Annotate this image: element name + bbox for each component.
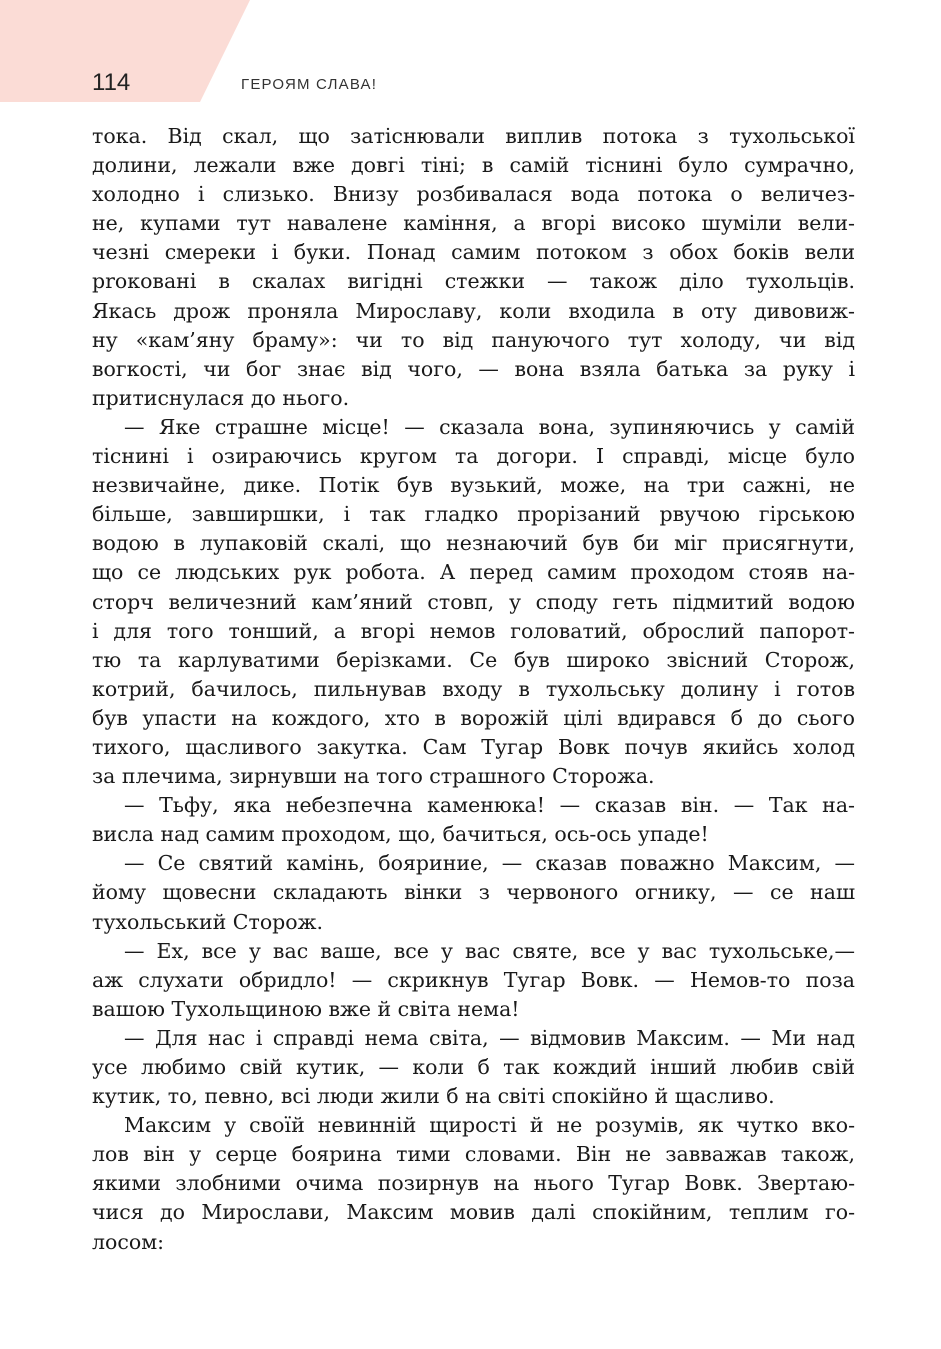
- text-line: більше, завширшки, і так гладко прорізаний рвучою гірською: [92, 502, 855, 527]
- text-line: був упасти на кождого, хто в ворожій цілі вдирався б до сього: [92, 705, 855, 730]
- text-line: і для того тонший, а вгорі немов головатий, оброслий папорот-: [92, 618, 855, 643]
- text-line: не, купами тут навалене каміння, а вгорі високо шуміли вели-: [92, 211, 855, 236]
- text-line: — Тьфу, яка небезпечна каменюка! — сказав він. — Так на-: [124, 793, 855, 818]
- text-line: холодно і слизько. Внизу розбивалася вода потока о величез-: [92, 182, 855, 207]
- text-line: незвичайне, дике. Потік був вузький, може, на три сажні, не: [92, 473, 855, 498]
- text-line: кутик, то, певно, всі люди жили б на світі спокійно й щасливо.: [92, 1084, 775, 1109]
- text-line: тю та карлуватими берізками. Се був широко звісний Сторож,: [92, 647, 855, 672]
- text-line: вашою Тухольщиною вже й світа нема!: [92, 996, 520, 1021]
- text-line: лов він у серце боярина тими словами. Він не завважав також,: [92, 1142, 855, 1167]
- text-line: тока. Від скал, що затіснювали виплив потока з тухольської: [92, 124, 855, 148]
- text-line: долини, лежали вже довгі тіні; в самій тіснині було сумрачно,: [92, 153, 855, 178]
- running-title: ГЕРОЯМ СЛАВА!: [241, 76, 378, 93]
- text-line: йому щовесни складають вінки з червоного огнику, — се наш: [92, 880, 855, 905]
- text-line: якими злобними очима позирнув на нього Тугар Вовк. Звертаю-: [92, 1171, 855, 1196]
- text-line: ну «кам’яну браму»: чи то від пануючого тут холоду, чи від: [92, 327, 855, 352]
- text-line: за плечима, зирнувши на того страшного Сторожа.: [92, 764, 655, 789]
- text-line: котрий, бачилось, пильнував входу в тухольську долину і готов: [92, 676, 855, 701]
- text-line: висла над самим проходом, що, бачиться, ось-ось упаде!: [92, 822, 709, 847]
- text-line: тіснині і озираючись кругом та догори. І справді, місце було: [92, 444, 855, 469]
- text-line: — Яке страшне місце! — сказала вона, зупиняючись у самій: [124, 414, 855, 439]
- text-line: proковані в скалах вигідні стежки — також діло тухольців.: [92, 269, 855, 294]
- text-line: тухольський Сторож.: [92, 909, 323, 934]
- text-line: сторч величезний кам’яний стовп, у споду геть підмитий водою: [92, 589, 855, 614]
- text-line: — Се святий камінь, бояриние, — сказав поважно Максим, —: [124, 851, 855, 876]
- text-line: лосом:: [92, 1229, 165, 1254]
- text-line: усе любимо свій кутик, — коли б так кождий інший любив свій: [92, 1055, 855, 1079]
- text-line: притиснулася до нього.: [92, 385, 350, 410]
- text-line: чезні смереки і буки. Понад самим потоком з обох боків вели: [92, 240, 855, 265]
- text-line: Якась дрож проняла Мирославу, коли входила в оту дивовиж-: [92, 298, 855, 323]
- text-line: — Ех, все у вас ваше, все у вас святе, все у вас тухольське,—: [124, 938, 855, 963]
- text-line: що се людських рук робота. А перед самим проходом стояв на-: [92, 560, 855, 585]
- text-line: чися до Мирослави, Максим мовив далі спокійним, теплим го-: [92, 1200, 855, 1225]
- text-line: — Для нас і справді нема світа, — відмовив Максим. — Ми над: [124, 1025, 855, 1050]
- body-text: [92, 122, 855, 1257]
- text-line: аж слухати обридло! — скрикнув Тугар Вовк. — Немов-то поза: [92, 967, 855, 992]
- text-line: тихого, щасливого закутка. Сам Тугар Вовк почув якийсь холод: [92, 734, 855, 759]
- text-line: вогкості, чи бог знає від чого, — вона взяла батька за руку і: [92, 356, 855, 381]
- text-line: Максим у своїй невинній щирості й не розумів, як чутко вко-: [124, 1113, 855, 1138]
- text-line: водою в лупаковій скалі, що незнаючий був би міг присягнути,: [92, 531, 855, 556]
- page-number: 114: [92, 69, 131, 96]
